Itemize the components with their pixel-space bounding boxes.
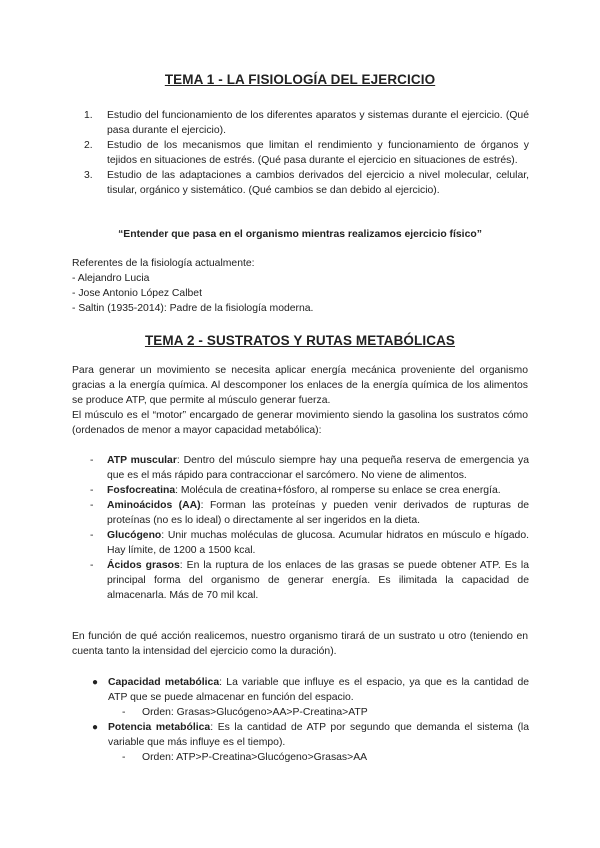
substrates-list: [90, 453, 529, 603]
term: Ácidos grasos: [107, 560, 180, 571]
list-item-text: Estudio del funcionamiento de los diferentes aparatos y sistemas durante el ejercicio. (Qué pasa durante el ejercicio).: [107, 110, 529, 136]
term: Capacidad metabólica: [108, 677, 220, 688]
description: : La variable que influye es el espacio, ya que es la cantidad de ATP que se puede almacenar en función del espacio.: [108, 677, 529, 703]
quote: “Entender que pasa en el organismo mientras realizamos ejercicio físico”: [118, 229, 482, 240]
dash-marker: -: [90, 530, 94, 541]
capacities-list: [92, 675, 529, 765]
tema2-intro: [72, 363, 528, 438]
bullet-icon: ●: [92, 677, 99, 688]
list-item: 2. Estudio de los mecanismos que limitan el rendimiento y funcionamiento de órganos y tejidos en situaciones de estrés. (Qué pasa durante el ejercicio en situaciones de estrés).: [84, 140, 529, 166]
sub-list: [108, 705, 529, 720]
dash-marker: -: [90, 455, 94, 466]
tema1-title: TEMA 1 - LA FISIOLOGÍA DEL EJERCICIO: [164, 72, 436, 87]
description: : Dentro del músculo siempre hay una pequeña reserva de emergencia ya que es el más rápido para contraccionar el sarcómero. No viene de alimentos.: [107, 455, 529, 481]
description: : Molécula de creatina+fósforo, al romperse su enlace se crea energía.: [175, 485, 501, 496]
order-text: Orden: Grasas>Glucógeno>AA>P-Creatina>ATP: [142, 707, 368, 718]
reference-item: - Jose Antonio López Calbet: [72, 288, 202, 299]
list-item: [90, 453, 529, 483]
term: Aminoácidos (AA): [107, 500, 201, 511]
description: : Unir muchas moléculas de glucosa. Acumular hidratos en músculo e hígado. Hay límite, de 1200 a 1500 kcal.: [107, 530, 529, 556]
intro-paragraph: Para generar un movimiento se necesita aplicar energía mecánica proveniente del organismo gracias a la energía química. Al descomponer los enlaces de la energía química de los alimentos se produce ATP, que permite al músculo generar fuerza.: [72, 365, 528, 406]
dash-marker: -: [122, 707, 126, 718]
list-item: [92, 675, 529, 720]
dash-marker: -: [90, 560, 94, 571]
dash-marker: -: [90, 500, 94, 511]
bullet-icon: ●: [92, 722, 99, 733]
list-item-text: Estudio de las adaptaciones a cambios derivados del ejercicio a nivel molecular, celular, tisular, orgánico y sistemático. (Qué cambios se dan debido al ejercicio).: [107, 170, 529, 196]
description: : En la ruptura de los enlaces de las grasas se puede obtener ATP. Es la principal forma del organismo de generar energía. Es ilimitada la capacidad de almacenarla. Más de 70 mil kcal.: [107, 560, 529, 601]
references: [72, 256, 532, 316]
list-item: 1. Estudio del funcionamiento de los diferentes aparatos y sistemas durante el ejercicio. (Qué pasa durante el ejercicio).: [84, 110, 529, 136]
description: : Es la cantidad de ATP por segundo que demanda el sistema (la variable que más influye es el tiempo).: [108, 722, 529, 748]
reference-item: - Saltin (1935-2014): Padre de la fisiología moderna.: [72, 303, 314, 314]
list-item: [90, 558, 529, 603]
sub-list-item: [108, 705, 529, 720]
term: Fosfocreatina: [107, 485, 176, 496]
sub-list-item: [108, 750, 529, 765]
list-item: 3. Estudio de las adaptaciones a cambios derivados del ejercicio a nivel molecular, celular, tisular, orgánico y sistemático. (Qué cambios se dan debido al ejercicio).: [84, 170, 529, 196]
term: ATP muscular: [107, 455, 177, 466]
list-item-text: Estudio de los mecanismos que limitan el rendimiento y funcionamiento de órganos y tejidos en situaciones de estrés. (Qué pasa durante el ejercicio en situaciones de estrés).: [107, 140, 529, 166]
tema2-title: TEMA 2 - SUSTRATOS Y RUTAS METABÓLICAS: [144, 333, 456, 348]
sub-list: [108, 750, 529, 765]
term: Glucógeno: [107, 530, 162, 541]
term: Potencia metabólica: [108, 722, 211, 733]
order-text: Orden: ATP>P-Creatina>Glucógeno>Grasas>AA: [142, 752, 368, 763]
references-heading: Referentes de la fisiología actualmente:: [72, 258, 255, 269]
dash-marker: -: [90, 485, 94, 496]
tema1-list: [84, 108, 529, 198]
list-item: [90, 498, 529, 528]
list-item: [90, 528, 529, 558]
list-item: [90, 483, 529, 498]
dash-marker: -: [122, 752, 126, 763]
intro-paragraph: El músculo es el “motor” encargado de generar movimiento siendo la gasolina los sustratos cómo (ordenados de menor a mayor capacidad metabólica):: [72, 410, 528, 436]
reference-item: - Alejandro Lucia: [72, 273, 150, 284]
description: : Forman las proteínas y pueden venir derivados de rupturas de proteínas (no es lo ideal) o directamente al ser ingeridos en la dieta.: [107, 500, 530, 526]
substrate-selection-paragraph: En función de qué acción realicemos, nuestro organismo tirará de un sustrato u otro (teniendo en cuenta tanto la intensidad del ejercicio como la duración).: [72, 631, 528, 657]
list-item: [92, 720, 529, 765]
